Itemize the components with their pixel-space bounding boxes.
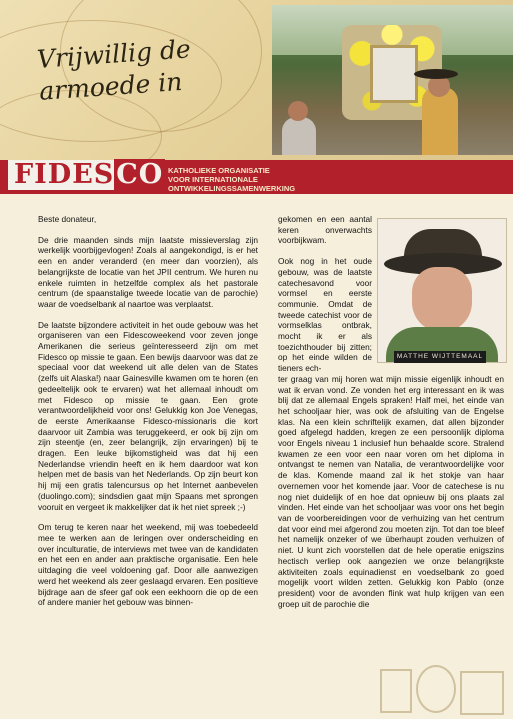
stamp-decoration — [380, 661, 510, 716]
left-column — [38, 214, 258, 618]
man-in-hat — [422, 87, 458, 155]
paragraph: Om terug te keren naar het weekend, mij was toebedeeld mee te werken aan de leringen over onderscheiding en over inculturatie, de interviews met twee van de kandidaten en het een en ander aan praktische organisatie. Een hele uitdaging die veel voldoening gaf. Door alle aanwezigen werd het weekend als zeer geslaagd ervaren. Een positieve bijdrage aan de sfeer gaf ook een eekhoorn die op de een of andere manier het gebouw was binnen- — [38, 522, 258, 608]
stamp — [460, 671, 504, 715]
logo-left: FIDES — [14, 159, 115, 190]
paragraph-wide: ter graag van mij horen wat mijn missie eigenlijk inhoudt en wat ik ervan vond. Ze vonden het erg interessant en ik was blij dat ze allemaal Engels spraken! Half mei, het einde van het schooljaar hier, was ook de afsluiting van de Engelse klas. Na een klein schriftelijk examen, dat allen bijzonder goed afgelegd hadden, kregen ze een persoonlijk diploma voor Engels niveau 1 inclusief hun behaalde score. Stralend kwamen ze een voor een naar voren om het diploma in ontvangst te nemen van Natalia, de verantwoordelijke voor de klas. Komende maand zal ik het stokje van haar overnemen voor het komende jaar. Voor de catechese is nu nog niet duidelijk of en hoe dat opnieuw bij ons plaats zal vinden. Het einde van het schooljaar was voor ons het begin van de voorbereidingen voor de verhuizing van het centrum dat voor eind mei afgerond zou moeten zijn. Tot dan toe bleef het namelijk onzeker of we überhaupt zouden verhuizen of niet. U kunt zich voorstellen dat de hele operatie enigszins hectisch verliep ook aangezien we onze belangrijkste aktiviteiten zoals equinadienst en voedselbank zo goed mogelijk voort wilden zetten. Gelukkig kon Pablo (onze president) voor de avonden flink wat hulp krijgen van een groep uit de parochie die — [278, 373, 504, 609]
paragraph-narrow: Ook nog in het oude gebouw, was de laatste catechesavond voor vormsel en eerste communie. Omdat de tweede catechist voor de vormselklas ontbrak, mocht ik er als toezichthouder bij zitten; op het einde wilden de tieners ech- — [278, 256, 372, 374]
title-line-1: Vrijwillig de — [36, 34, 192, 74]
fidesco-logo — [14, 159, 165, 191]
hat — [414, 69, 458, 79]
header-banner — [0, 0, 513, 160]
portrait-caption: MATTHE WIJTTEMAAL — [394, 351, 486, 363]
title-line-2: armoede in — [38, 66, 184, 106]
girl-head — [288, 101, 308, 121]
salutation: Beste donateur, — [38, 214, 97, 224]
holy-image-frame — [370, 45, 418, 103]
logo-right: CO — [116, 159, 164, 190]
face — [412, 267, 472, 331]
paragraph: De laatste bijzondere activiteit in het oude gebouw was het organiseren van een Fidescoweekend voor zeven jonge Amerikanen die serieus geïnteresseerd zijn om met Fidesco op missie te gaan. Een bewijs daarvoor was dat ze speciaal voor dat weekend uit alle delen van de States (zelfs uit Alaska!) naar Gainesville kwamen om te horen (en gedeeltelijk ook te ervaren) wat het allemaal inhoudt om met Fidesco op missie te gaan. Een grote verantwoordelijkheid voor ons! Gelukkig kon Joe Venegas, de eerste Amerikaanse Fidesco-missionaris die kort daarvoor uit Zambia was teruggekeerd, er ook bij zijn om zijn steentje (en, zeer belangrijk, zijn ervaringen) bij te dragen. Een leuke bijkomstigheid was dat hij een Nederlandse vriendin heeft en ik hem daardoor wat kon helpen met de basis van het Nederlands. Op zijn beurt kon hij mij een gratis talencursus op het Internet aanbevelen (duolingo.com); sindsdien gaat mijn Spaans met sprongen vooruit en vergeet ik makkelijker dat ik het niet spreek ;-) — [38, 319, 258, 512]
org-line-1: KATHOLIEKE ORGANISATIE — [168, 166, 270, 175]
page-title — [36, 33, 194, 108]
author-portrait — [377, 218, 507, 363]
procession-photo — [272, 5, 513, 155]
organization-subtitle — [168, 166, 295, 193]
org-line-2: VOOR INTERNATIONALE — [168, 175, 258, 184]
org-line-3: ONTWIKKELINGSSAMENWERKING — [168, 184, 296, 193]
girl-with-flute — [282, 117, 316, 155]
paragraph: De drie maanden sinds mijn laatste missieverslag zijn werkelijk voorbijgevlogen! Zoals al aangekondigd, is er het een en ander veranderd (en meer dan voorzien), als belangrijkste de locatie van het JPII centrum. We huren nu enkele ruimten in hetzelfde complex als het pastorale centrum (de spaanstalige tweede locatie van de parochie) waar de voedselbank al naartoe was verplaatst. — [38, 234, 258, 309]
stamp — [380, 669, 412, 713]
stamp — [416, 665, 456, 713]
paragraph-intro: gekomen en een aantal keren onverwachts voorbijkwam. — [278, 214, 372, 246]
